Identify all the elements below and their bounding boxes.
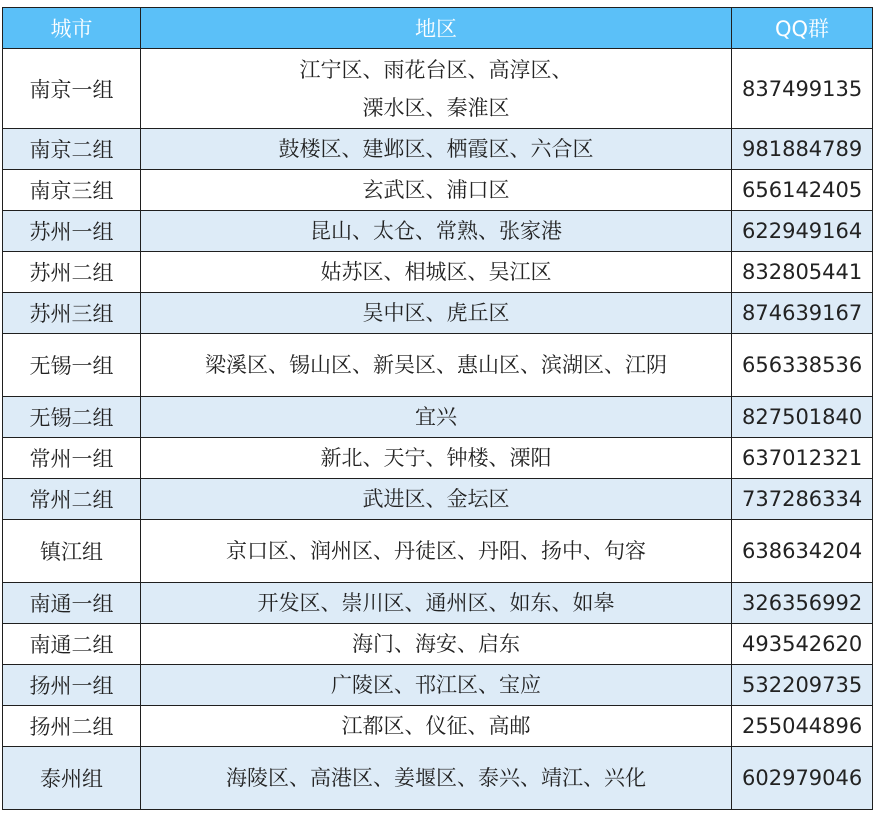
table-row [3, 479, 873, 520]
qq-number-cell: 874639167 [732, 293, 873, 334]
qq-number-cell: 638634204 [732, 520, 873, 583]
area-cell [141, 170, 732, 211]
area-cell [141, 624, 732, 665]
area-line: 吴中区、虎丘区 [362, 301, 510, 325]
table-row [3, 49, 873, 129]
qq-number-cell: 832805441 [732, 252, 873, 293]
table-row [3, 665, 873, 706]
area-cell [141, 334, 732, 397]
table-row [3, 624, 873, 665]
area-cell [141, 583, 732, 624]
qq-group-table [2, 7, 873, 810]
area-cell [141, 129, 732, 170]
qq-number-cell: 637012321 [732, 438, 873, 479]
area-line: 梁溪区、锡山区、新吴区、惠山区、滨湖区、江阴 [205, 353, 667, 377]
table-body [3, 49, 873, 810]
header-qq: QQ群 [732, 8, 873, 49]
city-cell: 无锡二组 [3, 397, 141, 438]
header-area: 地区 [141, 8, 732, 49]
qq-number-cell: 602979046 [732, 747, 873, 810]
header-city: 城市 [3, 8, 141, 49]
qq-number-cell: 255044896 [732, 706, 873, 747]
table-row [3, 293, 873, 334]
city-cell: 常州二组 [3, 479, 141, 520]
area-line: 玄武区、浦口区 [362, 178, 510, 202]
qq-number-cell: 532209735 [732, 665, 873, 706]
area-cell [141, 438, 732, 479]
area-cell [141, 252, 732, 293]
qq-number-cell: 981884789 [732, 129, 873, 170]
city-cell: 无锡一组 [3, 334, 141, 397]
table-row [3, 706, 873, 747]
city-cell: 扬州二组 [3, 706, 141, 747]
city-cell: 南通二组 [3, 624, 141, 665]
table-row [3, 583, 873, 624]
area-cell [141, 706, 732, 747]
table-row [3, 129, 873, 170]
table-row [3, 211, 873, 252]
qq-number-cell: 622949164 [732, 211, 873, 252]
city-cell: 苏州三组 [3, 293, 141, 334]
area-cell [141, 747, 732, 810]
area-cell [141, 293, 732, 334]
table-row [3, 438, 873, 479]
area-line: 海陵区、高港区、姜堰区、泰兴、靖江、兴化 [226, 766, 646, 790]
qq-number-cell: 326356992 [732, 583, 873, 624]
city-cell: 南京三组 [3, 170, 141, 211]
qq-number-cell: 656142405 [732, 170, 873, 211]
city-cell: 苏州一组 [3, 211, 141, 252]
city-cell: 苏州二组 [3, 252, 141, 293]
city-cell: 常州一组 [3, 438, 141, 479]
area-line: 武进区、金坛区 [362, 487, 510, 511]
area-line: 鼓楼区、建邺区、栖霞区、六合区 [278, 137, 594, 161]
area-line: 昆山、太仓、常熟、张家港 [310, 219, 562, 243]
area-cell [141, 479, 732, 520]
area-line: 溧水区、秦淮区 [362, 95, 510, 120]
area-line: 姑苏区、相城区、吴江区 [320, 260, 552, 284]
area-cell [141, 49, 732, 129]
qq-number-cell: 837499135 [732, 49, 873, 129]
table-row [3, 747, 873, 810]
area-line: 宜兴 [415, 405, 457, 429]
area-line: 京口区、润州区、丹徒区、丹阳、扬中、句容 [226, 539, 646, 563]
qq-number-cell: 656338536 [732, 334, 873, 397]
city-cell: 扬州一组 [3, 665, 141, 706]
city-cell: 镇江组 [3, 520, 141, 583]
area-line: 海门、海安、启东 [352, 632, 520, 656]
area-line: 江宁区、雨花台区、高淳区、 [299, 57, 573, 82]
area-cell [141, 397, 732, 438]
area-cell [141, 211, 732, 252]
table-header-row [3, 8, 873, 49]
table-row [3, 170, 873, 211]
table-row [3, 252, 873, 293]
city-cell: 南京二组 [3, 129, 141, 170]
qq-number-cell: 737286334 [732, 479, 873, 520]
area-line: 江都区、仪征、高邮 [341, 714, 531, 738]
qq-number-cell: 493542620 [732, 624, 873, 665]
area-line: 广陵区、邗江区、宝应 [331, 673, 541, 697]
table-row [3, 397, 873, 438]
table-row [3, 334, 873, 397]
city-cell: 南通一组 [3, 583, 141, 624]
qq-number-cell: 827501840 [732, 397, 873, 438]
city-cell: 泰州组 [3, 747, 141, 810]
area-line: 开发区、崇川区、通州区、如东、如皋 [257, 591, 615, 615]
area-line: 新北、天宁、钟楼、溧阳 [320, 446, 552, 470]
city-cell: 南京一组 [3, 49, 141, 129]
table-row [3, 520, 873, 583]
area-cell [141, 665, 732, 706]
area-cell [141, 520, 732, 583]
